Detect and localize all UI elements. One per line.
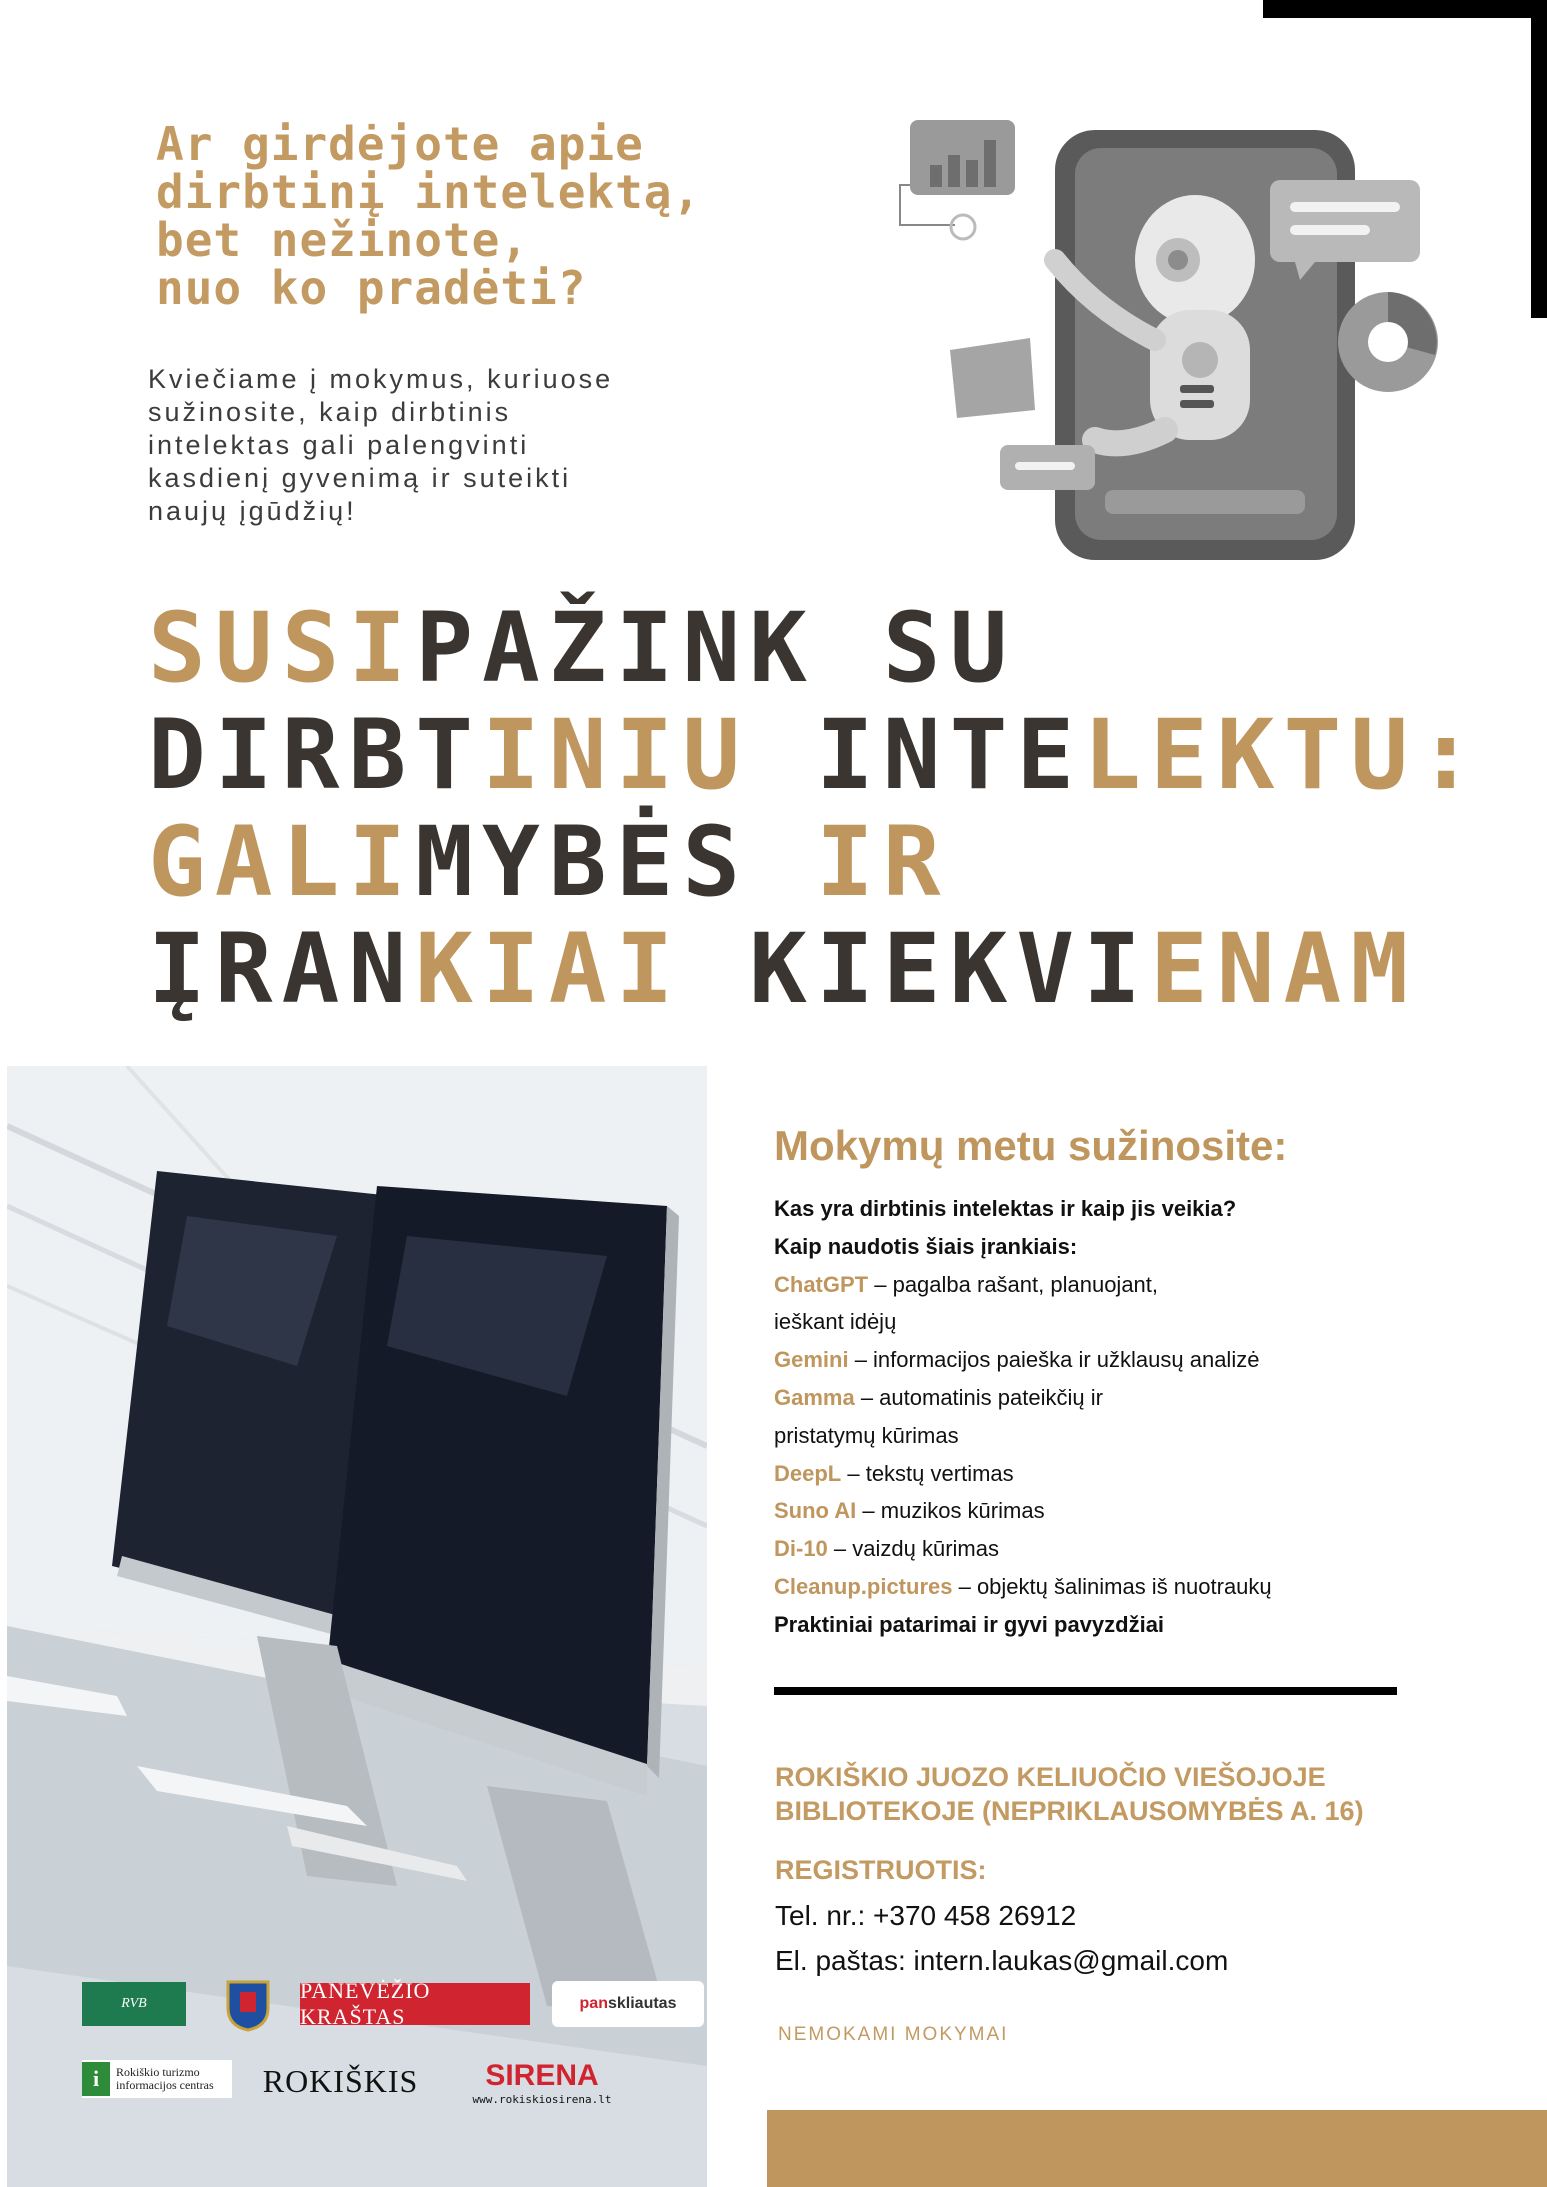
tool-name: Gamma — [774, 1384, 855, 1410]
tool-description: – objektų šalinimas iš nuotraukų — [952, 1573, 1272, 1599]
venue-address: ROKIŠKIO JUOZO KELIUOČIO VIEŠOJOJE BIBLIOTEKOJE (NEPRIKLAUSOMYBĖS A. 16) — [775, 1762, 1364, 1826]
learn-section-title: Mokymų metu sužinosite: — [774, 1122, 1288, 1169]
panevezio-krastas-logo: PANEVĖŽIO KRAŠTAS — [300, 1983, 530, 2025]
coat-of-arms-logo — [226, 1980, 270, 2032]
corner-decoration-top — [1263, 0, 1547, 18]
tool-description: – vaizdų kūrimas — [827, 1536, 999, 1562]
headline-segment: LEKTU: — [1083, 699, 1484, 811]
headline-segment: MYBĖS — [415, 806, 816, 918]
tool-description: pristatymų kūrimas — [774, 1422, 959, 1448]
learn-list-item — [774, 1379, 1474, 1417]
panskliautas-logo-pan: pan — [579, 1995, 608, 2012]
ai-robot-illustration — [895, 110, 1455, 560]
headline-segment: KIAI — [415, 913, 683, 1025]
learn-list-item — [774, 1228, 1474, 1266]
sirena-logo-name: SIRENA — [485, 2058, 599, 2092]
headline-line-4 — [148, 913, 1528, 1025]
headline-segment: DIRBT — [148, 699, 482, 811]
tool-description: – muzikos kūrimas — [856, 1498, 1045, 1524]
learn-item-heading: Kaip naudotis šiais įrankiais: — [774, 1233, 1078, 1259]
headline-line-3 — [148, 806, 1528, 918]
learn-list-item — [774, 1417, 1474, 1455]
learn-item-heading: Kas yra dirbtinis intelektas ir kaip jis veikia? — [774, 1196, 1237, 1221]
corner-decoration-side — [1531, 0, 1547, 318]
headline-segment: INIU — [481, 699, 750, 811]
tool-name: ChatGPT — [774, 1271, 869, 1297]
intro-question: Ar girdėjote apie dirbtinį intelektą, bet nežinote, nuo ko pradėti? — [156, 117, 702, 315]
headline-segment: ENAM — [1149, 913, 1418, 1025]
learn-list-item — [774, 1530, 1474, 1568]
learn-list-item — [774, 1341, 1474, 1379]
phone-number: Tel. nr.: +370 458 26912 — [775, 1900, 1077, 1931]
rokiskis-logo: ROKIŠKIS — [262, 2062, 419, 2099]
tourism-info-centre-label: Rokiškio turizmo informacijos centras — [116, 2065, 214, 2092]
headline-segment: PAŽINK SU — [415, 592, 1017, 704]
headline-segment: INTE — [749, 699, 1084, 811]
bottom-gold-band — [767, 2110, 1547, 2187]
tool-name: Cleanup.pictures — [774, 1573, 953, 1599]
learn-list-item — [774, 1492, 1474, 1530]
headline-segment: GALI — [148, 806, 416, 918]
invitation-text: Kviečiame į mokymus, kuriuose sužinosite, kaip dirbtinis intelektas gali palengvinti kasdienį gyvenimą ir suteikti naujų įgūdžių! — [148, 364, 614, 526]
headline-segment: ĮRAN — [148, 913, 416, 1025]
learn-list — [774, 1190, 1474, 1644]
tool-description: – automatinis pateikčių ir — [854, 1384, 1103, 1410]
learn-list-item — [774, 1266, 1474, 1304]
learn-list-item — [774, 1190, 1474, 1228]
main-headline — [148, 592, 1528, 1025]
tool-name: DeepL — [774, 1460, 842, 1486]
tool-name: Suno AI — [774, 1498, 857, 1524]
email-address: El. paštas: intern.laukas@gmail.com — [775, 1945, 1229, 1976]
learn-list-item — [774, 1303, 1474, 1341]
tool-description: – informacijos paieška ir užklausų analizė — [848, 1347, 1260, 1373]
free-training-note: NEMOKAMI MOKYMAI — [778, 2024, 1009, 2045]
tool-name: Gemini — [774, 1347, 849, 1373]
panskliautas-logo-skliautas: skliautas — [607, 1995, 677, 2012]
learn-item-heading: Praktiniai patarimai ir gyvi pavyzdžiai — [774, 1611, 1165, 1637]
headline-segment: KIEKVI — [682, 913, 1150, 1025]
tool-description: ieškant idėjų — [774, 1309, 897, 1335]
sirena-logo-url: www.rokiskiosirena.lt — [472, 2092, 612, 2106]
headline-line-2 — [148, 699, 1528, 811]
tool-description: – tekstų vertimas — [841, 1460, 1014, 1486]
tool-description: – pagalba rašant, planuojant, — [868, 1271, 1159, 1297]
tourism-info-centre-logo — [82, 2060, 232, 2098]
registration-label: REGISTRUOTIS: — [775, 1855, 987, 1885]
sirena-logo — [462, 2058, 622, 2106]
section-divider — [774, 1687, 1397, 1695]
panskliautas-logo — [552, 1981, 704, 2027]
headline-line-1 — [148, 592, 1528, 704]
headline-segment: IR — [815, 806, 950, 918]
learn-list-item — [774, 1606, 1474, 1644]
tool-name: Di-10 — [774, 1536, 828, 1562]
learn-list-item — [774, 1568, 1474, 1606]
headline-segment: SUSI — [148, 592, 416, 704]
learn-list-item — [774, 1455, 1474, 1493]
info-icon: i — [82, 2062, 110, 2096]
rvb-library-logo: RVB — [82, 1982, 186, 2026]
